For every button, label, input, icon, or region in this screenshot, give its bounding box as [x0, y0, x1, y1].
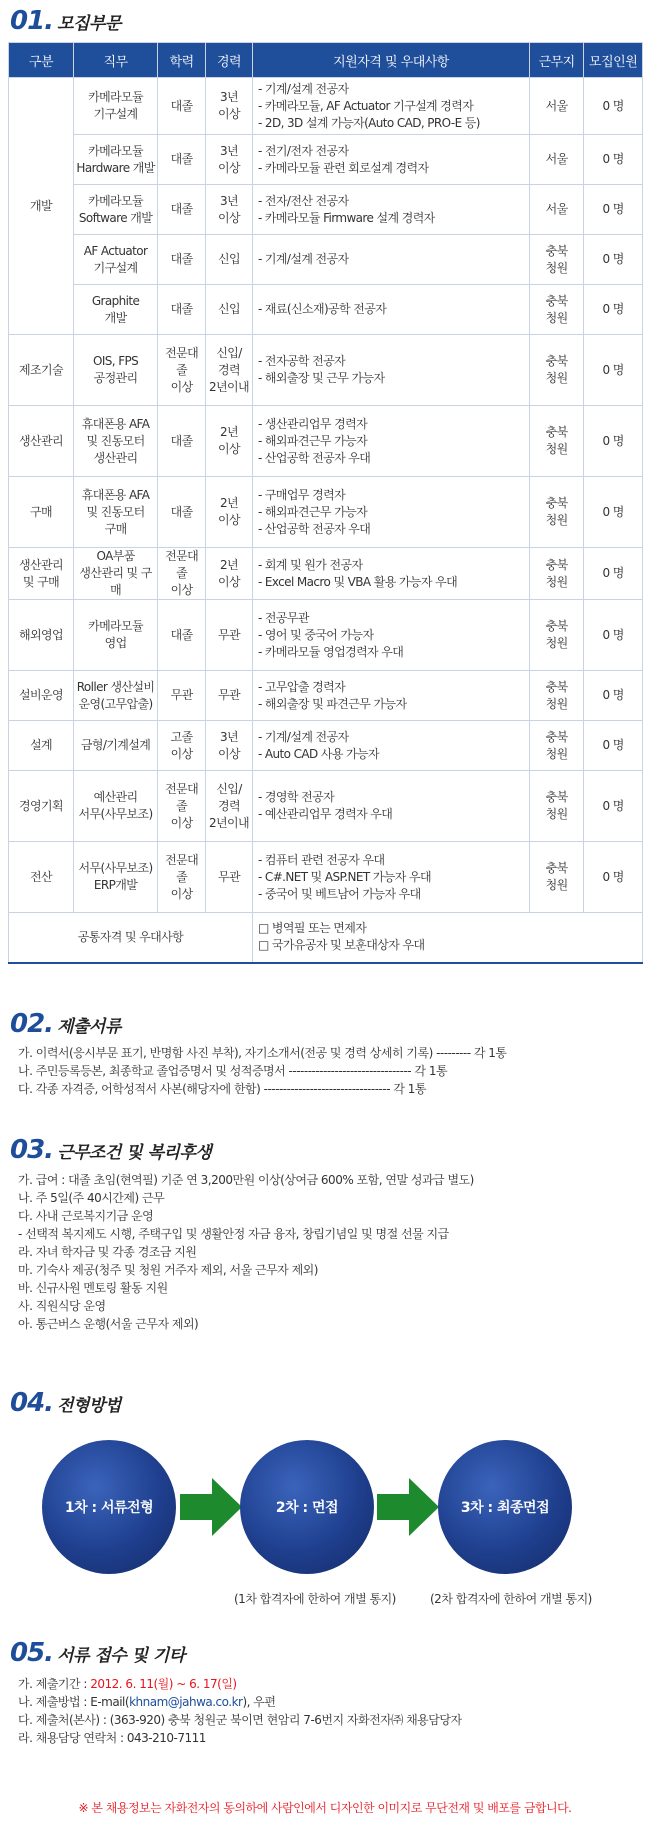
edu-cell: 대졸 [158, 185, 206, 235]
table-row-common [9, 913, 643, 963]
qual-cell: - 전자공학 전공자 - 해외출장 및 근무 가능자 [252, 335, 529, 406]
count-cell: 0 명 [584, 671, 643, 721]
exp-cell: 신입 [206, 235, 253, 285]
loc-cell: 충북 청원 [530, 600, 584, 671]
table-row [9, 335, 643, 406]
stage-final-interview [438, 1440, 572, 1574]
group-cell: 제조기술 [9, 335, 74, 406]
common-label-cell: 공통자격 및 우대사항 [9, 913, 253, 963]
list-item: 가. 급여 : 대졸 초임(현역필) 기준 연 3,200만원 이상(상여금 600% 포함, 연말 성과급 별도) [18, 1173, 474, 1187]
list-item: 사. 직원식당 운영 [18, 1299, 106, 1313]
job-cell: 카메라모듈 Software 개발 [73, 185, 157, 235]
count-cell: 0 명 [584, 771, 643, 842]
header-location: 근무지 [530, 43, 584, 78]
header-category: 구분 [9, 43, 74, 78]
qual-cell: - 컴퓨터 관련 전공자 우대 - C#.NET 및 ASP.NET 가능자 우대 - 중국어 및 베트남어 가능자 우대 [252, 842, 529, 913]
job-cell: Roller 생산설비 운영(고무압출) [73, 671, 157, 721]
stage-note: (2차 합격자에 한하여 개별 통지) [430, 1592, 592, 1606]
stage-interview [240, 1440, 374, 1574]
job-cell: OA부품 생산관리 및 구매 [73, 548, 157, 600]
section-number: 03. [10, 1135, 54, 1165]
list-item: 라. 자녀 학자금 및 각종 경조금 지원 [18, 1245, 197, 1259]
list-item: 나. 주민등록등본, 최종학교 졸업증명서 및 성적증명서 -------------------------------- 각 1통 [18, 1064, 448, 1078]
section-name: 제출서류 [57, 1017, 121, 1037]
table-row [9, 135, 643, 185]
qual-cell: - 구매업무 경력자 - 해외파견근무 가능자 - 산업공학 전공자 우대 [252, 477, 529, 548]
exp-cell: 2년 이상 [206, 406, 253, 477]
count-cell: 0 명 [584, 548, 643, 600]
table-row [9, 671, 643, 721]
qual-cell: - 기계/설계 전공자 - Auto CAD 사용 가능자 [252, 721, 529, 771]
qual-cell: - 기계/설계 전공자 [252, 235, 529, 285]
header-experience: 경력 [206, 43, 253, 78]
stage-label: 1차 : 서류전형 [64, 1500, 154, 1516]
header-qualification: 지원자격 및 우대사항 [252, 43, 529, 78]
group-cell: 생산관리 및 구매 [9, 548, 74, 600]
group-cell: 구매 [9, 477, 74, 548]
qual-cell: - 고무압출 경력자 - 해외출장 및 파견근무 가능자 [252, 671, 529, 721]
section-name: 서류 접수 및 기타 [57, 1646, 185, 1666]
recruit-table [8, 42, 643, 964]
group-cell: 전산 [9, 842, 74, 913]
table-row [9, 771, 643, 842]
section-title-process [10, 1388, 121, 1418]
edu-cell: 대졸 [158, 477, 206, 548]
table-row [9, 235, 643, 285]
exp-cell: 신입 [206, 285, 253, 335]
section-title-recruit [10, 6, 121, 36]
exp-cell: 3년 이상 [206, 721, 253, 771]
exp-cell: 2년 이상 [206, 548, 253, 600]
table-row [9, 78, 643, 135]
list-item: 아. 통근버스 운행(서울 근무자 제외) [18, 1317, 199, 1331]
submission-list [18, 1675, 462, 1747]
count-cell: 0 명 [584, 78, 643, 135]
edu-cell: 전문대졸 이상 [158, 548, 206, 600]
loc-cell: 충북 청원 [530, 842, 584, 913]
group-cell: 설비운영 [9, 671, 74, 721]
loc-cell: 충북 청원 [530, 548, 584, 600]
count-cell: 0 명 [584, 285, 643, 335]
section-number: 04. [10, 1388, 54, 1418]
list-item: 다. 각종 자격증, 어학성적서 사본(해당자에 한함) --------------------------------- 각 1통 [18, 1082, 426, 1096]
group-cell: 해외영업 [9, 600, 74, 671]
stage-note: (1차 합격자에 한하여 개별 통지) [234, 1592, 396, 1606]
section-title-benefits [10, 1135, 211, 1165]
loc-cell: 충북 청원 [530, 335, 584, 406]
job-cell: 카메라모듈 기구설계 [73, 78, 157, 135]
header-education: 학력 [158, 43, 206, 78]
qual-cell: - 기계/설계 전공자 - 카메라모듈, AF Actuator 기구설계 경력자 - 2D, 3D 설계 가능자(Auto CAD, PRO-E 등) [252, 78, 529, 135]
exp-cell: 3년 이상 [206, 135, 253, 185]
table-row [9, 842, 643, 913]
section-name: 전형방법 [57, 1396, 121, 1416]
count-cell: 0 명 [584, 135, 643, 185]
loc-cell: 충북 청원 [530, 406, 584, 477]
list-item: 마. 기숙사 제공(청주 및 청원 거주자 제외, 서울 근무자 제외) [18, 1263, 318, 1277]
period-label: 가. 제출기간 : [18, 1677, 91, 1691]
qual-cell: - 전자/전산 전공자 - 카메라모듈 Firmware 설계 경력자 [252, 185, 529, 235]
loc-cell: 충북 청원 [530, 771, 584, 842]
header-count: 모집인원 [584, 43, 643, 78]
list-item: 바. 신규사원 멘토링 활동 지원 [18, 1281, 168, 1295]
loc-cell: 서울 [530, 185, 584, 235]
table-row [9, 406, 643, 477]
header-job: 직무 [73, 43, 157, 78]
copyright-notice: ※ 본 채용정보는 자화전자의 동의하에 사람인에서 디자인한 이미지로 무단전재 및 배포를 금합니다. [78, 1801, 572, 1815]
exp-cell: 2년 이상 [206, 477, 253, 548]
exp-cell: 신입/ 경력 2년이내 [206, 335, 253, 406]
table-row [9, 548, 643, 600]
group-cell: 생산관리 [9, 406, 74, 477]
job-cell: 휴대폰용 AFA 및 진동모터 구매 [73, 477, 157, 548]
exp-cell: 3년 이상 [206, 185, 253, 235]
job-cell: Graphite 개발 [73, 285, 157, 335]
group-cell: 설계 [9, 721, 74, 771]
edu-cell: 고졸 이상 [158, 721, 206, 771]
edu-cell: 대졸 [158, 600, 206, 671]
loc-cell: 충북 청원 [530, 477, 584, 548]
loc-cell: 서울 [530, 78, 584, 135]
arrow-right-icon [180, 1478, 242, 1536]
loc-cell: 충북 청원 [530, 235, 584, 285]
common-qual-cell: □ 병역필 또는 면제자 □ 국가유공자 및 보훈대상자 우대 [252, 913, 642, 963]
edu-cell: 대졸 [158, 235, 206, 285]
count-cell: 0 명 [584, 842, 643, 913]
section-number: 05. [10, 1638, 54, 1668]
list-item: - 선택적 복지제도 시행, 주택구입 및 생활안정 자금 융자, 창립기념일 및 명절 선물 지급 [18, 1227, 449, 1241]
qual-cell: - 전기/전자 전공자 - 카메라모듈 관련 회로설계 경력자 [252, 135, 529, 185]
count-cell: 0 명 [584, 600, 643, 671]
edu-cell: 전문대졸 이상 [158, 842, 206, 913]
edu-cell: 대졸 [158, 135, 206, 185]
exp-cell: 무관 [206, 600, 253, 671]
qual-cell: - 재료(신소재)공학 전공자 [252, 285, 529, 335]
count-cell: 0 명 [584, 477, 643, 548]
table-header-row [9, 43, 643, 78]
method-label: 나. 제출방법 : E-mail( [18, 1695, 130, 1709]
exp-cell: 신입/ 경력 2년이내 [206, 771, 253, 842]
period-value: 2012. 6. 11(월) ~ 6. 17(일) [90, 1677, 237, 1691]
edu-cell: 대졸 [158, 285, 206, 335]
loc-cell: 충북 청원 [530, 671, 584, 721]
qual-cell: - 전공무관 - 영어 및 중국어 가능자 - 카메라모듈 영업경력자 우대 [252, 600, 529, 671]
list-item: 다. 제출처(본사) : (363-920) 충북 청원군 북이면 현암리 7-6번지 자화전자㈜ 채용담당자 [18, 1713, 462, 1727]
stage-label: 3차 : 최종면접 [460, 1500, 550, 1516]
list-item: 다. 사내 근로복지기금 운영 [18, 1209, 154, 1223]
list-item: 가. 이력서(응시부문 표기, 반명함 사진 부착), 자기소개서(전공 및 경력 상세히 기록) --------- 각 1통 [18, 1046, 507, 1060]
job-cell: 서무(사무보조) ERP개발 [73, 842, 157, 913]
table-row [9, 185, 643, 235]
group-cell: 개발 [9, 78, 74, 335]
job-cell: AF Actuator 기구설계 [73, 235, 157, 285]
job-cell: 카메라모듈 영업 [73, 600, 157, 671]
count-cell: 0 명 [584, 335, 643, 406]
job-cell: 금형/기계설계 [73, 721, 157, 771]
section-name: 모집부문 [57, 14, 121, 34]
edu-cell: 전문대졸 이상 [158, 335, 206, 406]
job-cell: OIS, FPS 공정관리 [73, 335, 157, 406]
edu-cell: 전문대졸 이상 [158, 771, 206, 842]
job-cell: 카메라모듈 Hardware 개발 [73, 135, 157, 185]
count-cell: 0 명 [584, 721, 643, 771]
table-row [9, 477, 643, 548]
section-name: 근무조건 및 복리후생 [57, 1143, 212, 1163]
qual-cell: - 경영학 전공자 - 예산관리업무 경력자 우대 [252, 771, 529, 842]
email-link[interactable]: khnam@jahwa.co.kr [129, 1695, 243, 1709]
table-row [9, 721, 643, 771]
list-item [18, 1675, 462, 1693]
edu-cell: 무관 [158, 671, 206, 721]
exp-cell: 3년 이상 [206, 78, 253, 135]
count-cell: 0 명 [584, 235, 643, 285]
table-row [9, 600, 643, 671]
benefits-list [18, 1171, 474, 1333]
method-rest: ), 우편 [242, 1695, 276, 1709]
documents-list [18, 1044, 507, 1098]
table-row [9, 285, 643, 335]
loc-cell: 충북 청원 [530, 285, 584, 335]
list-item: 라. 채용담당 연락처 : 043-210-7111 [18, 1731, 206, 1745]
stage-label: 2차 : 면접 [275, 1500, 339, 1516]
qual-cell: - 생산관리업무 경력자 - 해외파견근무 가능자 - 산업공학 전공자 우대 [252, 406, 529, 477]
edu-cell: 대졸 [158, 78, 206, 135]
section-title-documents [10, 1009, 121, 1039]
job-cell: 예산관리 서무(사무보조) [73, 771, 157, 842]
edu-cell: 대졸 [158, 406, 206, 477]
arrow-right-icon [377, 1478, 439, 1536]
stage-document-screening [42, 1440, 176, 1574]
loc-cell: 충북 청원 [530, 721, 584, 771]
count-cell: 0 명 [584, 185, 643, 235]
exp-cell: 무관 [206, 842, 253, 913]
list-item: 나. 주 5일(주 40시간제) 근무 [18, 1191, 165, 1205]
exp-cell: 무관 [206, 671, 253, 721]
list-item [18, 1693, 462, 1711]
section-number: 01. [10, 6, 54, 36]
section-title-submission [10, 1638, 185, 1668]
job-cell: 휴대폰용 AFA 및 진동모터 생산관리 [73, 406, 157, 477]
qual-cell: - 회계 및 원가 전공자 - Excel Macro 및 VBA 활용 가능자 우대 [252, 548, 529, 600]
loc-cell: 서울 [530, 135, 584, 185]
group-cell: 경영기획 [9, 771, 74, 842]
section-number: 02. [10, 1009, 54, 1039]
count-cell: 0 명 [584, 406, 643, 477]
